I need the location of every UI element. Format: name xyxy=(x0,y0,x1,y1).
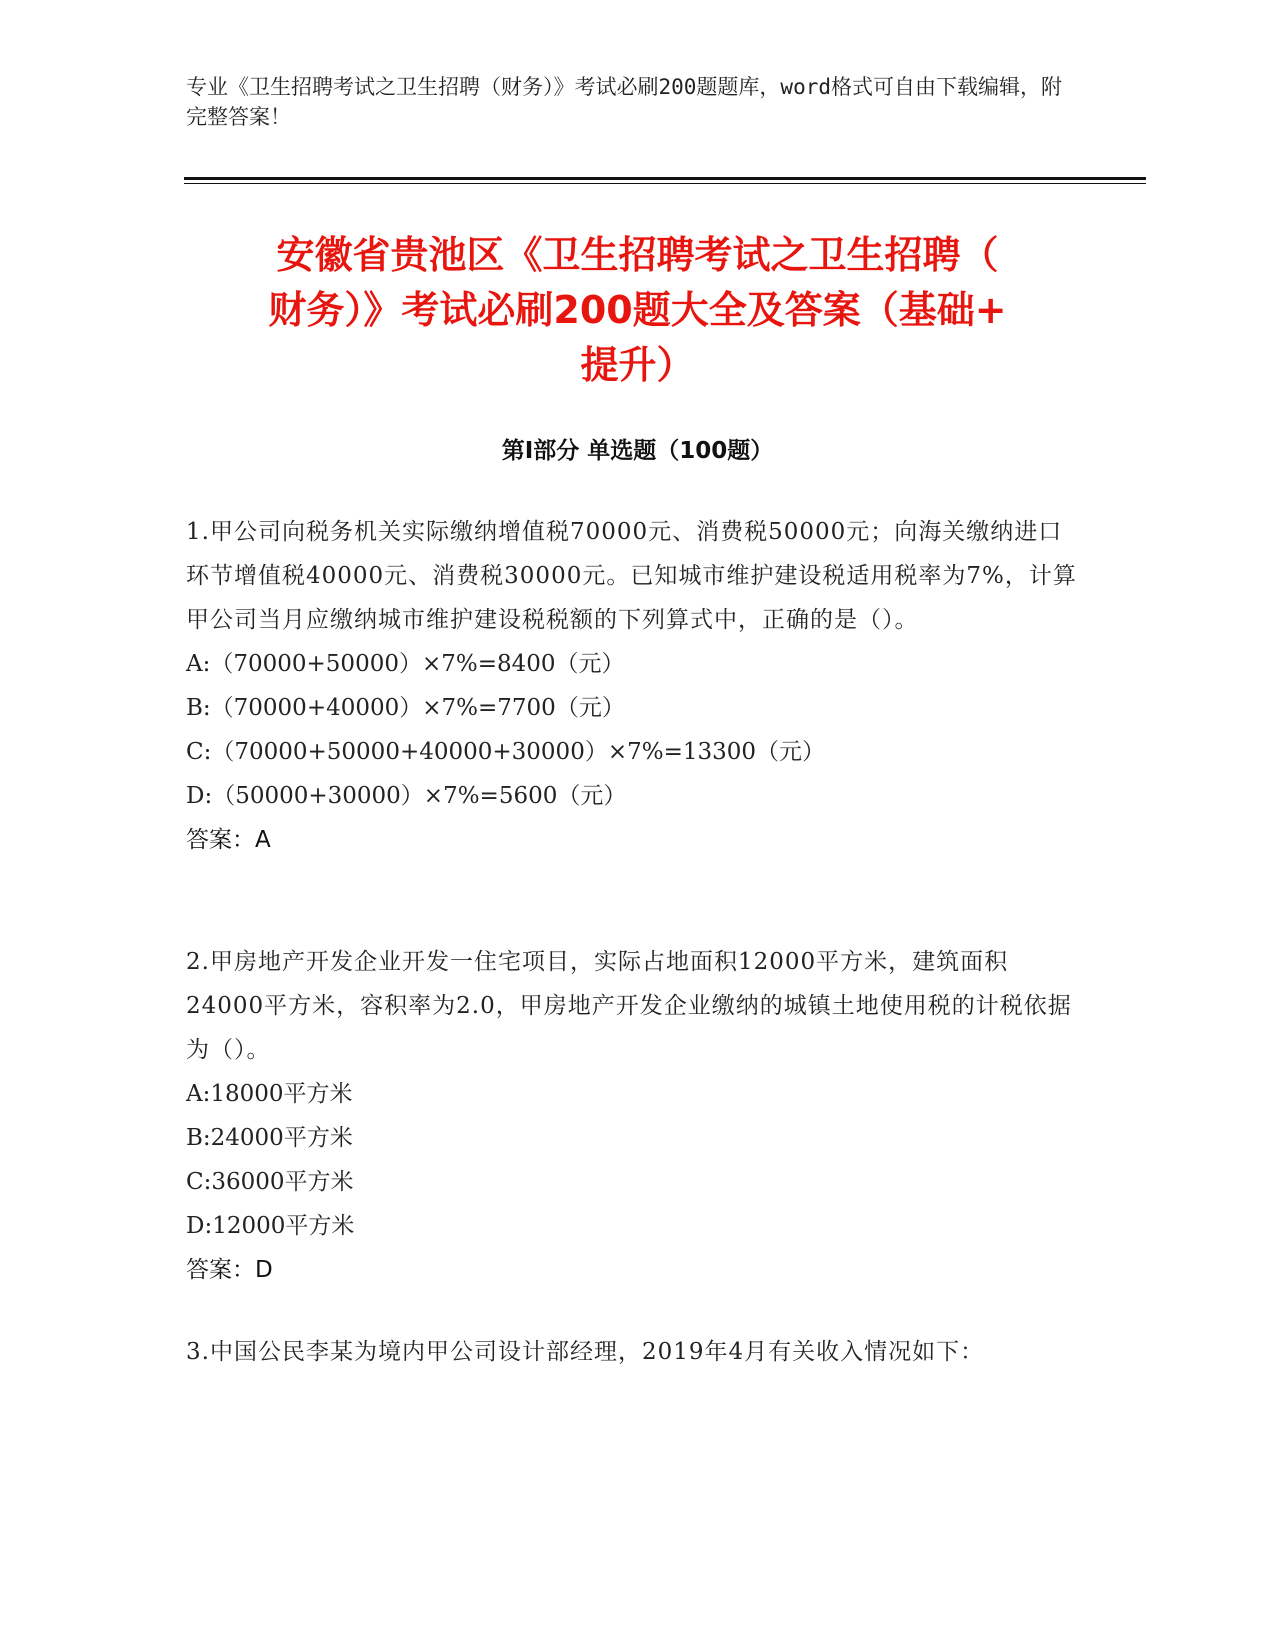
question-1-option-a: A:（70000+50000）×7%=8400（元） xyxy=(186,651,625,677)
document-title xyxy=(180,228,1095,393)
question-1-options xyxy=(186,642,1086,818)
question-2-answer: 答案：D xyxy=(186,1257,273,1283)
question-1 xyxy=(186,510,1086,862)
question-2 xyxy=(186,940,1086,1292)
question-2-stem: 2.甲房地产开发企业开发一住宅项目，实际占地面积12000平方米，建筑面积24000平方米，容积率为2.0，甲房地产开发企业缴纳的城镇土地使用税的计税依据为（）。 xyxy=(186,949,1072,1063)
document-title-line-3: 提升） xyxy=(580,343,695,387)
question-2-options xyxy=(186,1072,1086,1248)
question-3-stem: 3.中国公民李某为境内甲公司设计部经理，2019年4月有关收入情况如下： xyxy=(186,1339,985,1365)
question-1-stem: 1.甲公司向税务机关实际缴纳增值税70000元、消费税50000元；向海关缴纳进口环节增值税40000元、消费税30000元。已知城市维护建设税适用税率为7%，计算甲公司当月应缴纳城市维护建设税税额的下列算式中，正确的是（）。 xyxy=(186,519,1077,633)
question-1-option-c: C:（70000+50000+40000+30000）×7%=13300（元） xyxy=(186,739,826,765)
header-note: 专业《卫生招聘考试之卫生招聘（财务）》考试必刷200题题库，word格式可自由下载编辑，附完整答案！ xyxy=(186,75,1062,129)
question-1-answer: 答案：A xyxy=(186,827,271,853)
document-title-line-2: 财务）》考试必刷200题大全及答案（基础+ xyxy=(268,288,1007,332)
question-3 xyxy=(186,1330,1086,1374)
question-2-option-c: C:36000平方米 xyxy=(186,1169,354,1195)
question-2-option-d: D:12000平方米 xyxy=(186,1213,355,1239)
header-rule-thin xyxy=(184,183,1146,184)
header-rule-thick xyxy=(184,177,1146,180)
question-1-option-b: B:（70000+40000）×7%=7700（元） xyxy=(186,695,625,721)
document-title-line-1: 安徽省贵池区《卫生招聘考试之卫生招聘（ xyxy=(276,233,999,277)
question-1-option-d: D:（50000+30000）×7%=5600（元） xyxy=(186,783,627,809)
question-2-option-a: A:18000平方米 xyxy=(186,1081,353,1107)
section-heading: 第Ⅰ部分 单选题（100题） xyxy=(501,438,774,464)
question-2-option-b: B:24000平方米 xyxy=(186,1125,353,1151)
